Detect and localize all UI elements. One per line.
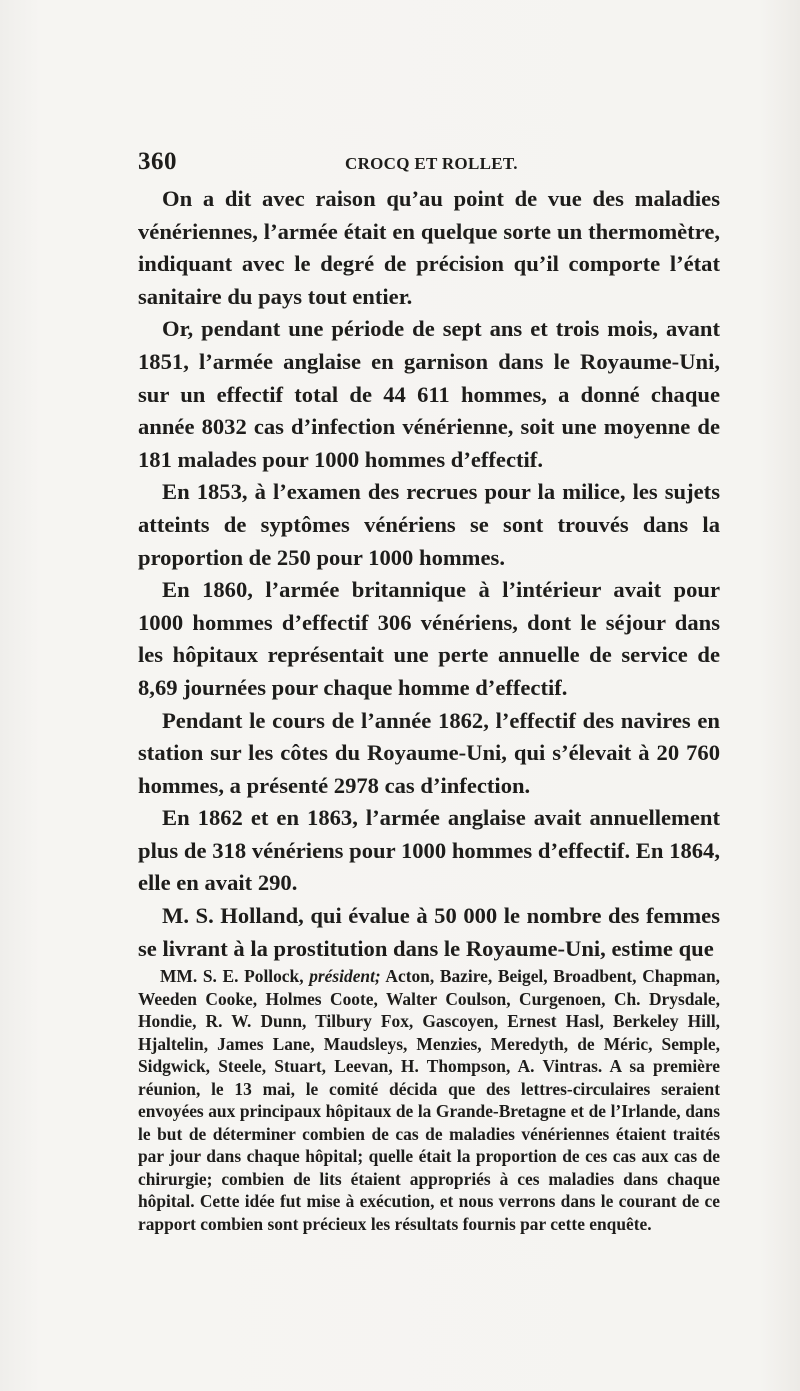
- footnote: [138, 965, 720, 1235]
- footnote-text-start: MM. S. E. Pollock,: [160, 966, 310, 986]
- page-header: [138, 148, 728, 178]
- footnote-text-rest: Acton, Bazire, Beigel, Broadbent, Chapman, Weeden Cooke, Holmes Coote, Walter Coulson, Curgenoen, Ch. Drysdale, Hondie, R. W. Dunn, Tilbury Fox, Gascoyen, Ernest Hasl, Berkeley Hill, Hjaltelin, James Lane, Maudsleys, Menzies, Meredyth, de Méric, Semple, Sidgwick, Steele, Stuart, Leevan, H. Thompson, A. Vintras. A sa première réunion, le 13 mai, le comité décida que des lettres-circulaires seraient envoyées aux principaux hôpitaux de la Grande-Bretagne et de l’Irlande, dans le but de déterminer combien de cas de maladies vénériennes étaient traités par jour dans chaque hôpital; quelle était la proportion de ces cas aux cas de chirurgie; combien de lits étaient appropriés à ces maladies dans chaque hôpital. Cette idée fut mise à exécution, et nous verrons dans le courant de ce rapport combien sont précieux les résultats fournis par cette enquête.: [138, 966, 720, 1234]
- paragraph: On a dit avec raison qu’au point de vue des maladies vénériennes, l’armée était en quelque sorte un thermomètre, indiquant avec le degré de précision qu’il comporte l’état sanitaire du pays tout entier.: [138, 186, 720, 309]
- running-title: CROCQ ET ROLLET.: [345, 154, 518, 173]
- main-text: [138, 183, 720, 965]
- paragraph: En 1862 et en 1863, l’armée anglaise avait annuellement plus de 318 vénériens pour 1000 hommes d’effectif. En 1864, elle en avait 290.: [138, 805, 720, 896]
- paragraph: M. S. Holland, qui évalue à 50 000 le nombre des femmes se livrant à la prostitution dans le Royaume-Uni, estime que: [138, 903, 720, 961]
- page-number: 360: [138, 148, 177, 175]
- paragraph: Pendant le cours de l’année 1862, l’effectif des navires en station sur les côtes du Royaume-Uni, qui s’élevait à 20 760 hommes, a présenté 2978 cas d’infection.: [138, 707, 720, 798]
- paragraph: En 1860, l’armée britannique à l’intérieur avait pour 1000 hommes d’effectif 306 vénériens, dont le séjour dans les hôpitaux représentait une perte annuelle de service de 8,69 journées pour chaque homme d’effectif.: [138, 577, 720, 700]
- paragraph: En 1853, à l’examen des recrues pour la milice, les sujets atteints de syptômes vénériens se sont trouvés dans la proportion de 250 pour 1000 hommes.: [138, 479, 720, 570]
- footnote-italic-president: président;: [309, 966, 381, 986]
- paragraph: Or, pendant une période de sept ans et trois mois, avant 1851, l’armée anglaise en garnison dans le Royaume-Uni, sur un effectif total de 44 611 hommes, a donné chaque année 8032 cas d’infection vénérienne, soit une moyenne de 181 malades pour 1000 hommes d’effectif.: [138, 316, 720, 472]
